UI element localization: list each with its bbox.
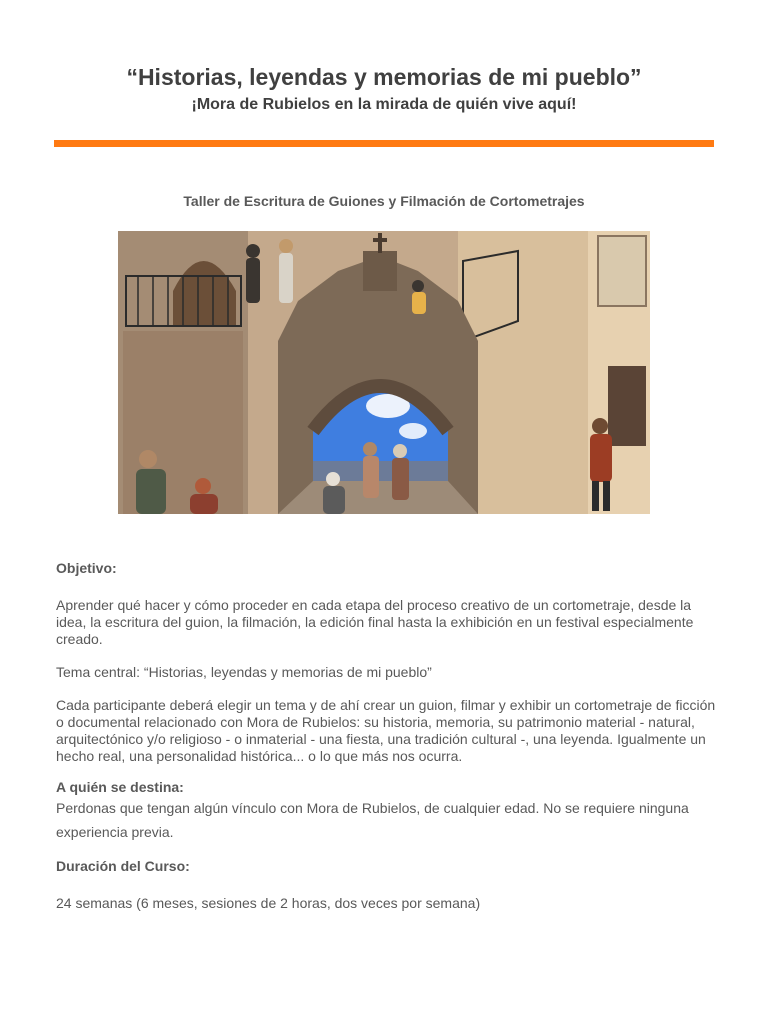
duration-text: 24 semanas (6 meses, sesiones de 2 horas, dos veces por semana) — [56, 895, 481, 911]
theme-text: Tema central: “Historias, leyendas y memorias de mi pueblo” — [56, 664, 432, 680]
audience-heading: A quién se destina: — [56, 779, 184, 795]
audience-text: Perdonas que tengan algún vínculo con Mora de Rubielos, de cualquier edad. No se requiere ninguna experiencia previa. — [56, 800, 689, 840]
orange-divider — [54, 140, 714, 147]
stone-arch-photo — [118, 231, 650, 514]
wall-painting — [598, 236, 646, 306]
document-body — [56, 560, 716, 912]
participants-text: Cada participante deberá elegir un tema y de ahí crear un guion, filmar y exhibir un cortometraje de ficción o documental relacionado con Mora de Rubielos: su historia, memoria, su patrimonio material - natural, arquitectónico y/o religioso - o inmaterial - una fiesta, una tradición cultural -, una leyenda. Igualmente un hecho real, una personalidad histórica... o lo que más nos ocurra. — [56, 697, 716, 764]
document-subtitle: ¡Mora de Rubielos en la mirada de quién vive aquí! — [191, 96, 577, 113]
document-title: “Historias, leyendas y memorias de mi pueblo” — [126, 64, 642, 90]
right-window — [608, 366, 646, 446]
photo-illustration — [118, 231, 650, 514]
workshop-title: Taller de Escritura de Guiones y Filmación de Cortometrajes — [183, 193, 585, 209]
arch-niche — [363, 251, 397, 291]
objective-text: Aprender qué hacer y cómo proceder en cada etapa del proceso creativo de un cortometraje, desde la idea, la escritura del guion, la filmación, la edición final hasta la exhibición en un festival especialmente creado. — [56, 597, 694, 647]
objective-heading: Objetivo: — [56, 560, 117, 576]
duration-heading: Duración del Curso: — [56, 858, 190, 874]
